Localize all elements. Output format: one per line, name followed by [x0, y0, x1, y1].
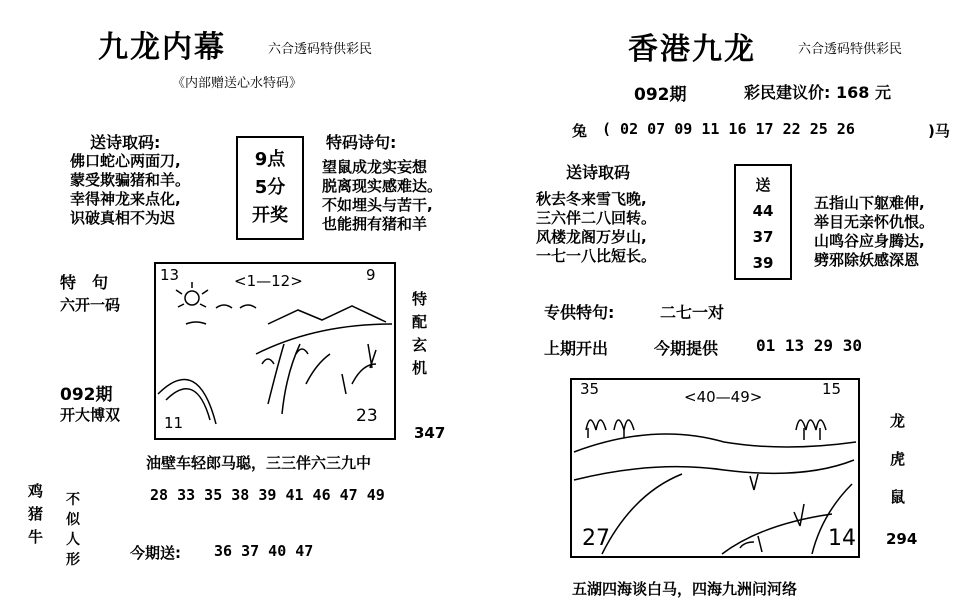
sketch-label-bottom-left: 11 [164, 414, 184, 432]
right-footer: 五湖四海谈白马，四海九洲问河络 [572, 580, 798, 598]
draw-label: 开奖 [252, 205, 288, 226]
horse-label: )马 [928, 122, 950, 140]
gift-numbers-box [734, 164, 792, 280]
draw-hour: 9点 [254, 149, 286, 170]
right-poem-left [536, 190, 656, 266]
poem-line: 蒙受欺骗猪和羊。 [70, 171, 191, 189]
poem-line: 幸得神龙来点化, [70, 190, 181, 208]
poem-line: 佛口蛇心两面刀, [70, 152, 181, 170]
left-today-numbers: 36 37 40 47 [214, 542, 314, 560]
left-sketch [154, 262, 396, 440]
left-poem-head: 送诗取码: [90, 133, 161, 152]
gift-number: 39 [752, 254, 774, 272]
gift-number: 37 [752, 228, 774, 246]
left-poem [70, 152, 190, 228]
right-side-number: 294 [886, 530, 918, 548]
not-like-vertical: 不似人形 [66, 492, 80, 568]
special-text-right: 二七一对 [660, 303, 725, 322]
left-title: 九龙内幕 [98, 30, 226, 65]
poem-line: 一七一八比短长。 [536, 247, 657, 265]
animals-vertical: 鸡猪牛 [28, 482, 44, 546]
poem-line: 举目无亲怀仇恨。 [814, 213, 935, 231]
side-animal: 虎 [890, 450, 906, 468]
poem-line: 山鸣谷应身腾达, [814, 232, 925, 250]
sketch-label-top-right: 15 [822, 380, 842, 398]
gift-number: 44 [752, 202, 774, 220]
last-label: 上期开出 [544, 339, 609, 358]
right-poem-head: 送诗取码 [566, 163, 631, 182]
draw-minute: 5分 [254, 177, 286, 198]
poem-line: 不如埋头与苦干, [322, 196, 433, 214]
left-today-label: 今期送: [130, 544, 181, 562]
right-today-label: 今期提供 [654, 339, 719, 358]
sketch-label-bottom-right: 23 [356, 406, 378, 426]
special-label: 专供特句: [544, 303, 615, 322]
poem-line: 脱离现实感难达。 [322, 177, 443, 195]
special-text: 六开一码 [60, 296, 121, 314]
landscape-sketch-icon [572, 380, 858, 556]
left-side-number: 347 [414, 424, 446, 442]
draw-time-box [236, 136, 304, 240]
right-subtitle: 六合透码特供彩民 [798, 42, 903, 57]
left-issue-text: 开大博双 [60, 406, 121, 424]
right-today-numbers: 01 13 29 30 [756, 336, 862, 355]
poem-line: 劈邪除妖感深恩 [814, 251, 920, 269]
sketch-label-top-right: 9 [366, 266, 376, 284]
code-poem-head: 特码诗句: [326, 133, 397, 152]
left-subtitle: 六合透码特供彩民 [268, 42, 373, 57]
sketch-label-top-left: 13 [160, 266, 180, 284]
poem-line: 秋去冬来雪飞晚, [536, 190, 647, 208]
side-animal: 鼠 [890, 488, 906, 506]
poem-line: 五指山下躯难伸, [814, 194, 925, 212]
sketch-label-top-mid: <40—49> [684, 388, 763, 406]
price-label: 彩民建议价: 168 元 [744, 83, 891, 102]
side-label: 特配玄机 [412, 290, 428, 377]
sketch-label-top-left: 35 [580, 380, 600, 398]
gift-label: 送 [755, 176, 771, 194]
code-poem [322, 158, 442, 234]
poem-line: 也能拥有猪和羊 [322, 215, 428, 233]
poem-line: 识破真相不为迟 [70, 209, 176, 227]
side-animal: 龙 [890, 412, 906, 430]
left-issue: 092期 [60, 385, 113, 405]
poem-line: 三六伴二八回转。 [536, 209, 657, 227]
sketch-label-bottom-right: 14 [828, 526, 856, 551]
poem-line: 风楼龙阁万岁山, [536, 228, 647, 246]
poem-line: 望鼠成龙实妄想 [322, 158, 428, 176]
rabbit-label: 兔 [572, 122, 588, 140]
left-tagline: 《内部赠送心水特码》 [172, 76, 303, 91]
right-sketch [570, 378, 860, 558]
right-title: 香港九龙 [628, 32, 756, 67]
hint-line: 油壁车轻郎马聪，三三伴六三九中 [146, 454, 372, 472]
numbers-line: 28 33 35 38 39 41 46 47 49 [150, 486, 385, 504]
sketch-label-top-mid: <1—12> [234, 272, 303, 290]
right-poem-right [814, 194, 934, 270]
right-issue: 092期 [634, 85, 687, 105]
special-head: 特 句 [60, 273, 109, 292]
rabbit-numbers: ( 02 07 09 11 16 17 22 25 26 [602, 120, 855, 138]
sketch-label-bottom-left: 27 [582, 526, 610, 551]
